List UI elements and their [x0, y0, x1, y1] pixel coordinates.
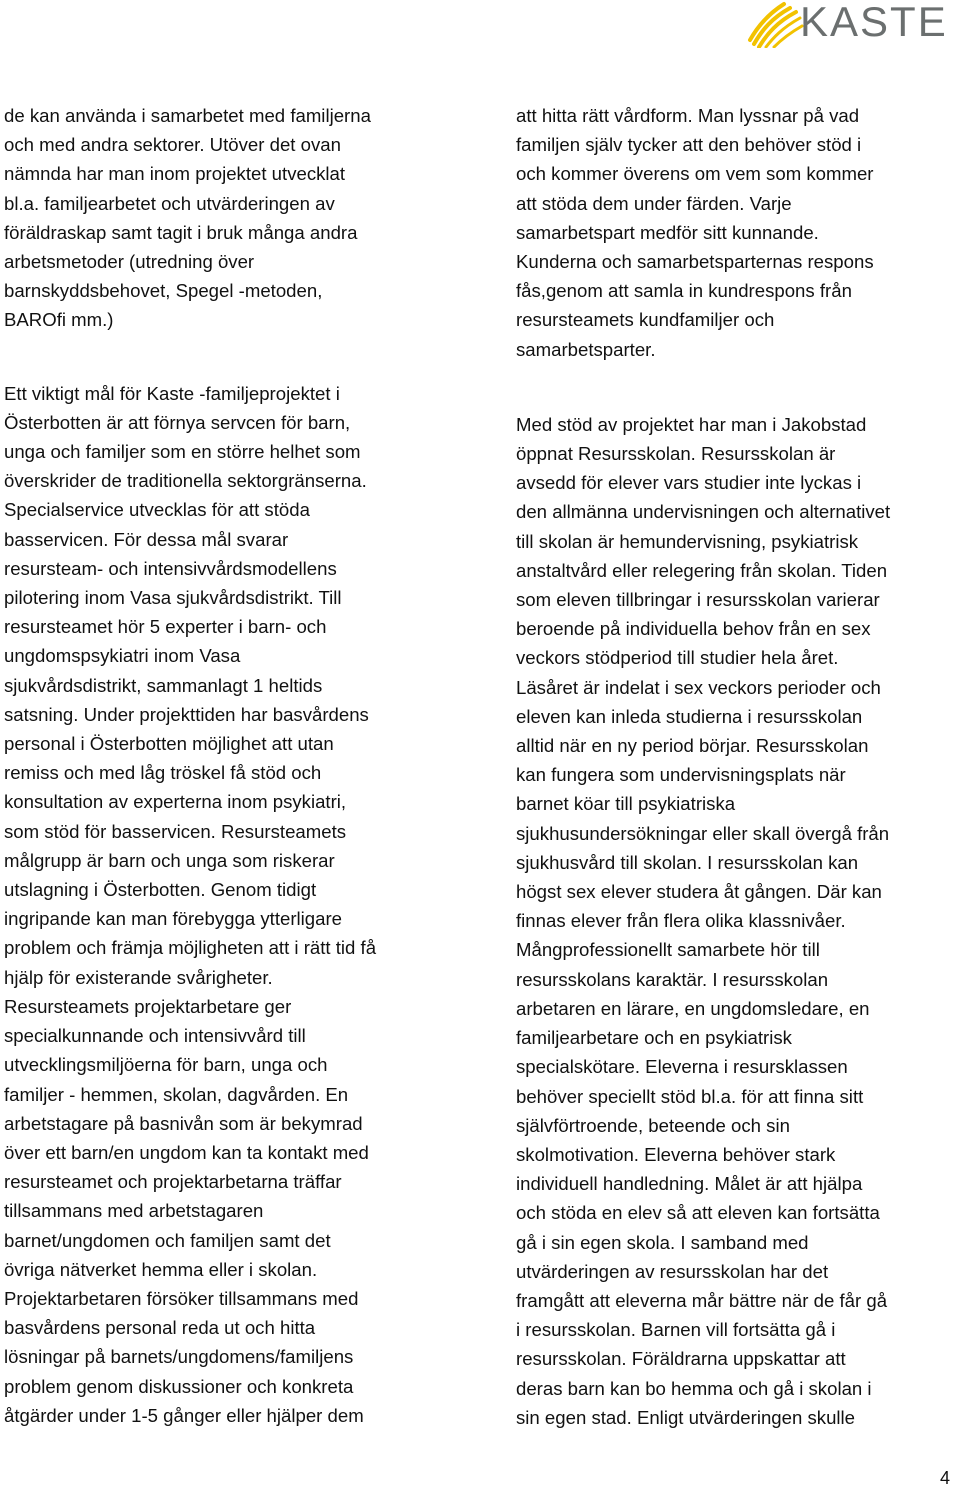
text-line: beroende på individuella behov från en sex	[516, 618, 871, 640]
left-column	[4, 101, 452, 1430]
text-line: att stöda dem under färden. Varje	[516, 192, 792, 214]
text-line: samarbetspart medför sitt kunnande.	[516, 221, 819, 243]
text-line: som stöd för basservicen. Resursteamets	[4, 820, 347, 842]
text-line: nämnda har man inom projektet utvecklat	[4, 163, 346, 185]
text-line: pilotering inom Vasa sjukvårdsdistrikt. Till	[4, 587, 342, 609]
text-line: öppnat Resursskolan. Resursskolan är	[516, 443, 836, 465]
text-line: Österbotten är att förnya servcen för barn,	[4, 411, 351, 433]
text-line: Kunderna och samarbetsparternas respons	[516, 251, 874, 273]
text-line: tillsammans med arbetstagaren	[4, 1200, 264, 1222]
text-line: överskrider de traditionella sektorgränserna.	[4, 470, 367, 492]
text-line: satsning. Under projekttiden har basvårdens	[4, 703, 369, 725]
right-paragraph-2	[516, 410, 960, 1432]
text-line: specialskötare. Eleverna i resursklassen	[516, 1056, 848, 1078]
text-line: lösningar på barnets/ungdomens/familjens	[4, 1346, 354, 1368]
text-line: resursteam- och intensivvårdsmodellens	[4, 557, 337, 579]
text-line: Specialservice utvecklas för att stöda	[4, 499, 310, 521]
text-line: remiss och med låg tröskel få stöd och	[4, 762, 322, 784]
text-line: över ett barn/en ungdom kan ta kontakt med	[4, 1141, 369, 1163]
kaste-swoosh-icon	[744, 0, 804, 48]
text-line: konsultation av experterna inom psykiatri,	[4, 791, 347, 813]
text-line: arbetsmetoder (utredning över	[4, 251, 255, 273]
text-line: fås,genom att samla in kundrespons från	[516, 280, 852, 302]
text-line: till skolan är hemundervisning, psykiatrisk	[516, 530, 859, 552]
text-line: som eleven tillbringar i resursskolan varierar	[516, 589, 880, 611]
text-line: familjearbetare och en psykiatrisk	[516, 1027, 792, 1049]
text-line: familjen själv tycker att den behöver stöd i	[516, 134, 862, 156]
text-line: arbetaren en lärare, en ungdomsledare, en	[516, 997, 870, 1019]
text-line: ungdomspsykiatri inom Vasa	[4, 645, 241, 667]
text-line: målgrupp är barn och unga som riskerar	[4, 849, 335, 871]
text-line: individuell handledning. Målet är att hjälpa	[516, 1173, 863, 1195]
text-line: i resursskolan. Barnen vill fortsätta gå i	[516, 1319, 836, 1341]
text-line: sjukvårdsdistrikt, sammanlagt 1 heltids	[4, 674, 323, 696]
text-line: och kommer överens om vem som kommer	[516, 163, 874, 185]
text-line: BAROfi mm.)	[4, 309, 114, 331]
text-line: sin egen stad. Enligt utvärderingen skulle	[516, 1406, 856, 1428]
text-line: finnas elever från flera olika klassnivåer.	[516, 910, 846, 932]
text-line: högst sex elever studera åt gången. Där kan	[516, 881, 882, 903]
text-line: framgått att eleverna mår bättre när de får gå	[516, 1289, 888, 1311]
right-paragraph-1	[516, 101, 960, 364]
right-column	[516, 101, 960, 1432]
text-line: eleven kan inleda studierna i resursskolan	[516, 705, 863, 727]
left-paragraph-2	[4, 379, 452, 1430]
text-line: resursskolan. Föräldrarna uppskattar att	[516, 1348, 846, 1370]
text-line: gå i sin egen skola. I samband med	[516, 1231, 809, 1253]
text-line: utslagning i Österbotten. Genom tidigt	[4, 879, 317, 901]
text-line: bl.a. familjearbetet och utvärderingen av	[4, 192, 335, 214]
text-line: problem och främja möjligheten att i rätt tid få	[4, 937, 377, 959]
text-line: föräldraskap samt tagit i bruk många andra	[4, 221, 358, 243]
page-number: 4	[940, 1468, 951, 1488]
text-line: Projektarbetaren försöker tillsammans med	[4, 1287, 359, 1309]
text-line: problem genom diskussioner och konkreta	[4, 1375, 354, 1397]
text-line: barnet/ungdomen och familjen samt det	[4, 1229, 331, 1251]
text-line: sjukhusvård till skolan. I resursskolan kan	[516, 851, 859, 873]
text-line: skolmotivation. Eleverna behöver stark	[516, 1143, 836, 1165]
left-paragraph-1	[4, 101, 452, 335]
text-line: självförtroende, beteende och sin	[516, 1114, 790, 1136]
logo-text: KASTE	[800, 0, 948, 45]
text-line: unga och familjer som en större helhet som	[4, 441, 361, 463]
text-line: och stöda en elev så att eleven kan fortsätta	[516, 1202, 880, 1224]
text-line: personal i Österbotten möjlighet att utan	[4, 733, 334, 755]
text-line: resursteamet hör 5 experter i barn- och	[4, 616, 327, 638]
text-line: resursteamet och projektarbetarna träffar	[4, 1171, 342, 1193]
text-line: att hitta rätt vårdform. Man lyssnar på vad	[516, 105, 860, 126]
text-line: specialkunnande och intensivvård till	[4, 1025, 306, 1047]
text-line: Mångprofessionellt samarbete hör till	[516, 939, 820, 961]
text-line: hjälp för existerande svårigheter.	[4, 966, 273, 988]
text-line: åtgärder under 1-5 gånger eller hjälper dem	[4, 1404, 364, 1426]
text-line: ingripande kan man förebygga ytterligare	[4, 908, 342, 930]
text-line: basservicen. För dessa mål svarar	[4, 528, 289, 550]
text-line: basvårdens personal reda ut och hitta	[4, 1317, 316, 1339]
text-line: kan fungera som undervisningsplats när	[516, 764, 846, 786]
text-line: barnet köar till psykiatriska	[516, 793, 736, 815]
text-line: den allmänna undervisningen och alternativet	[516, 501, 891, 523]
text-line: deras barn kan bo hemma och gå i skolan i	[516, 1377, 872, 1399]
text-line: utvecklingsmiljöerna för barn, unga och	[4, 1054, 328, 1076]
text-line: anstaltvård eller relegering från skolan. Tiden	[516, 559, 888, 581]
text-line: alltid när en ny period börjar. Resursskolan	[516, 735, 869, 757]
text-line: Ett viktigt mål för Kaste -familjeprojektet i	[4, 382, 340, 404]
text-line: Resursteamets projektarbetare ger	[4, 995, 292, 1017]
text-line: barnskyddsbehovet, Spegel -metoden,	[4, 280, 323, 302]
text-line: sjukhusundersökningar eller skall övergå från	[516, 822, 890, 844]
text-line: arbetstagare på basnivån som är bekymrad	[4, 1112, 363, 1134]
text-line: utvärderingen av resursskolan har det	[516, 1260, 829, 1282]
text-line: och med andra sektorer. Utöver det ovan	[4, 134, 341, 156]
text-line: Läsåret är indelat i sex veckors perioder och	[516, 676, 881, 698]
text-line: de kan använda i samarbetet med familjerna	[4, 105, 371, 126]
text-line: resursskolans karaktär. I resursskolan	[516, 968, 829, 990]
kaste-logo	[744, 0, 956, 48]
text-line: samarbetsparter.	[516, 338, 656, 360]
text-line: veckors stödperiod till studier hela året.	[516, 647, 839, 669]
text-line: familjer - hemmen, skolan, dagvården. En	[4, 1083, 349, 1105]
text-line: resursteamets kundfamiljer och	[516, 309, 775, 331]
text-line: avsedd för elever vars studier inte lyckas i	[516, 472, 862, 494]
text-line: behöver speciellt stöd bl.a. för att finna sitt	[516, 1085, 864, 1107]
text-line: övriga nätverket hemma eller i skolan.	[4, 1258, 318, 1280]
text-line: Med stöd av projektet har man i Jakobstad	[516, 413, 867, 435]
